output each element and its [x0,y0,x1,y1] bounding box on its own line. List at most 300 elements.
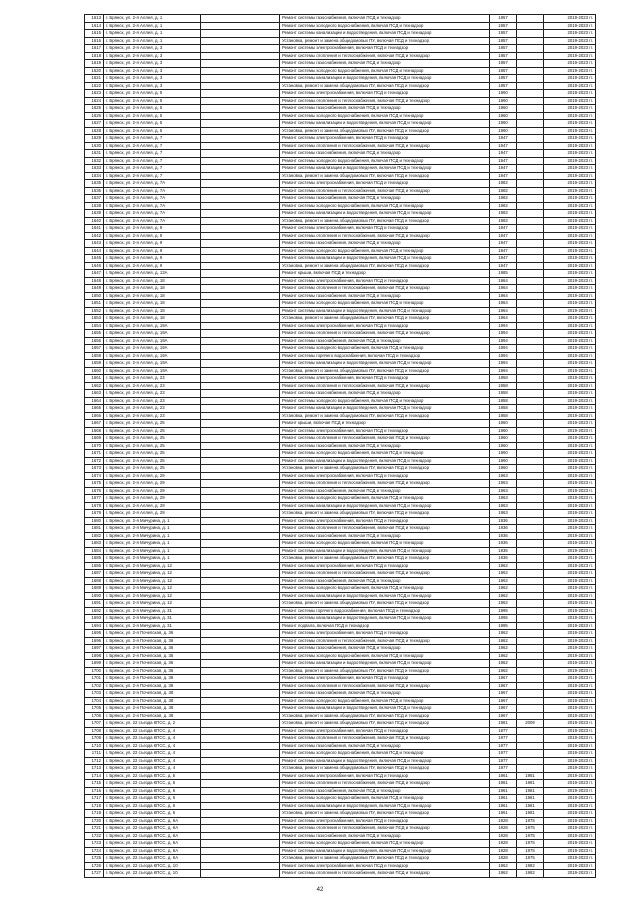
planned-period-cell: 2019-2023 гг. [544,712,596,720]
spacer-cell [201,292,280,300]
table-row [85,15,596,23]
table-row [85,67,596,75]
work-type-cell: Ремонт системы холодного водоснабжения, включая ПСД и технадзор [280,495,490,503]
table-row [85,682,596,690]
row-number: 1641 [85,225,104,233]
work-type-cell: Ремонт системы электроснабжения, включая ПСД и технадзор [280,180,490,188]
table-row [85,780,596,788]
address-cell: г. Брянск, ул. 2-я Аллея, д. 7 [104,150,201,158]
row-number: 1626 [85,112,104,120]
build-year-cell: 1928 [490,825,517,833]
build-year-cell: 1957 [490,15,517,23]
address-cell: г. Брянск, ул. 22 съезда КПСС, д. 6А [104,847,201,855]
work-type-cell: Установка, ремонт и замена общедомовых ПУ, включая ПСД и технадзор [280,172,490,180]
work-type-cell: Установка, ремонт и замена общедомовых ПУ, включая ПСД и технадзор [280,510,490,518]
last-repair-year-cell [517,60,544,68]
spacer-cell [201,570,280,578]
address-cell: г. Брянск, ул. 2-я Аллея, д. 5 [104,90,201,98]
build-year-cell: 1957 [490,22,517,30]
work-type-cell: Ремонт подвала, включая ПСД и технадзор [280,622,490,630]
row-number: 1619 [85,60,104,68]
spacer-cell [201,187,280,195]
build-year-cell: 1947 [490,165,517,173]
address-cell: г. Брянск, ул. 2-я Аллея, д. 7 [104,172,201,180]
build-year-cell: 1982 [490,202,517,210]
planned-period-cell: 2019-2023 гг. [544,645,596,653]
last-repair-year-cell: 1981 [517,810,544,818]
spacer-cell [201,82,280,90]
last-repair-year-cell [517,367,544,375]
table-row [85,502,596,510]
build-year-cell: 1958 [490,412,517,420]
row-number: 1654 [85,322,104,330]
build-year-cell: 1982 [490,180,517,188]
last-repair-year-cell [517,472,544,480]
table-row [85,705,596,713]
planned-period-cell: 2019-2023 гг. [544,127,596,135]
address-cell: г. Брянск, ул. 2-я Мичурина, д. 31 [104,615,201,623]
build-year-cell: 1957 [490,75,517,83]
planned-period-cell: 2019-2023 гг. [544,165,596,173]
row-number: 1637 [85,195,104,203]
planned-period-cell: 2019-2023 гг. [544,480,596,488]
planned-period-cell: 2019-2023 гг. [544,450,596,458]
planned-period-cell: 2019-2023 гг. [544,832,596,840]
row-number: 1720 [85,817,104,825]
planned-period-cell: 2019-2023 гг. [544,412,596,420]
row-number: 1662 [85,382,104,390]
last-repair-year-cell [517,502,544,510]
build-year-cell: 1960 [490,465,517,473]
last-repair-year-cell [517,210,544,218]
build-year-cell: 1936 [490,555,517,563]
table-row [85,22,596,30]
address-cell: г. Брянск, ул. 2-я Почепская, д. 38 [104,712,201,720]
spacer-cell [201,255,280,263]
row-number: 1629 [85,135,104,143]
address-cell: г. Брянск, ул. 2-я Аллея, д. 5 [104,105,201,113]
last-repair-year-cell [517,187,544,195]
build-year-cell: 1958 [490,405,517,413]
work-type-cell: Ремонт системы канализации и водоотведения, включая ПСД и технадзор [280,360,490,368]
planned-period-cell: 2019-2023 гг. [544,847,596,855]
work-type-cell: Установка, ремонт и замена общедомовых ПУ, включая ПСД и технадзор [280,465,490,473]
last-repair-year-cell [517,45,544,53]
table-row [85,315,596,323]
address-cell: г. Брянск, ул. 2-я Аллея, д. 19А [104,337,201,345]
build-year-cell: 1962 [490,667,517,675]
spacer-cell [201,810,280,818]
last-repair-year-cell [517,322,544,330]
last-repair-year-cell [517,75,544,83]
planned-period-cell: 2019-2023 гг. [544,675,596,683]
work-type-cell: Ремонт системы канализации и водоотведения, включая ПСД и технадзор [280,307,490,315]
build-year-cell: 1936 [490,517,517,525]
build-year-cell: 1957 [490,45,517,53]
table-row [85,727,596,735]
work-type-cell: Ремонт системы газоснабжения, включая ПСД и технадзор [280,787,490,795]
work-type-cell: Ремонт системы холодного водоснабжения, включая ПСД и технадзор [280,585,490,593]
planned-period-cell: 2019-2023 гг. [544,502,596,510]
address-cell: г. Брянск, ул. 2-я Мичурина, д. 12 [104,562,201,570]
last-repair-year-cell [517,255,544,263]
planned-period-cell: 2019-2023 гг. [544,255,596,263]
table-row [85,210,596,218]
work-type-cell: Ремонт системы электроснабжения, включая ПСД и технадзор [280,472,490,480]
build-year-cell: 1967 [490,690,517,698]
last-repair-year-cell [517,292,544,300]
planned-period-cell: 2019-2023 гг. [544,667,596,675]
address-cell: г. Брянск, ул. 2-я Мичурина, д. 1 [104,555,201,563]
work-type-cell: Ремонт системы электроснабжения, включая ПСД и технадзор [280,375,490,383]
build-year-cell: 1963 [490,472,517,480]
last-repair-year-cell [517,30,544,38]
build-year-cell: 1957 [490,60,517,68]
address-cell: г. Брянск, ул. 2-я Мичурина, д. 12 [104,570,201,578]
address-cell: г. Брянск, ул. 2-я Аллея, д. 23 [104,390,201,398]
work-type-cell: Ремонт системы отопления и теплоснабжения, включая ПСД и технадзор [280,187,490,195]
row-number: 1705 [85,705,104,713]
row-number: 1718 [85,802,104,810]
last-repair-year-cell [517,690,544,698]
last-repair-year-cell [517,360,544,368]
address-cell: г. Брянск, ул. 22 съезда КПСС, д. 4 [104,727,201,735]
address-cell: г. Брянск, ул. 2-я Аллея, д. 9 [104,232,201,240]
work-type-cell: Установка, ремонт и замена общедомовых ПУ, включая ПСД и технадзор [280,412,490,420]
spacer-cell [201,45,280,53]
spacer-cell [201,435,280,443]
address-cell: г. Брянск, ул. 2-я Аллея, д. 19А [104,352,201,360]
build-year-cell: 1958 [490,397,517,405]
build-year-cell: 1967 [490,697,517,705]
build-year-cell: 1964 [490,292,517,300]
last-repair-year-cell [517,555,544,563]
address-cell: г. Брянск, ул. 2-я Мичурина, д. 1 [104,540,201,548]
spacer-cell [201,712,280,720]
spacer-cell [201,585,280,593]
build-year-cell: 1967 [490,712,517,720]
address-cell: г. Брянск, ул. 2-я Аллея, д. 9 [104,247,201,255]
table-row [85,802,596,810]
row-number: 1696 [85,637,104,645]
work-type-cell: Ремонт системы холодного водоснабжения, включая ПСД и технадзор [280,247,490,255]
spacer-cell [201,420,280,428]
address-cell: г. Брянск, ул. 2-я Аллея, д. 19А [104,367,201,375]
work-type-cell: Ремонт системы холодного водоснабжения, включая ПСД и технадзор [280,652,490,660]
row-number: 1687 [85,570,104,578]
last-repair-year-cell [517,217,544,225]
row-number: 1699 [85,660,104,668]
last-repair-year-cell [517,585,544,593]
planned-period-cell: 2019-2023 гг. [544,360,596,368]
spacer-cell [201,592,280,600]
address-cell: г. Брянск, ул. 22 съезда КПСС, д. 6А [104,840,201,848]
build-year-cell: 1961 [490,772,517,780]
planned-period-cell: 2019-2023 гг. [544,52,596,60]
address-cell: г. Брянск, ул. 2-я Почепская, д. 38 [104,675,201,683]
last-repair-year-cell [517,225,544,233]
last-repair-year-cell [517,352,544,360]
table-row [85,300,596,308]
work-type-cell: Ремонт системы канализации и водоотведения, включая ПСД и технадзор [280,405,490,413]
planned-period-cell: 2019-2023 гг. [544,735,596,743]
spacer-cell [201,675,280,683]
spacer-cell [201,112,280,120]
table-row [85,652,596,660]
spacer-cell [201,15,280,23]
row-number: 1616 [85,37,104,45]
last-repair-year-cell: 1975 [517,817,544,825]
table-row [85,570,596,578]
table-row [85,690,596,698]
work-type-cell: Установка, ремонт и замена общедомовых ПУ, включая ПСД и технадзор [280,712,490,720]
table-row [85,510,596,518]
build-year-cell: 1995 [490,607,517,615]
last-repair-year-cell [517,525,544,533]
last-repair-year-cell [517,765,544,773]
address-cell: г. Брянск, ул. 22 съезда КПСС, д. 10 [104,870,201,878]
work-type-cell: Ремонт системы отопления и теплоснабжения, включая ПСД и технадзор [280,330,490,338]
row-number: 1650 [85,292,104,300]
address-cell: г. Брянск, ул. 2-я Аллея, д. 18 [104,300,201,308]
spacer-cell [201,742,280,750]
planned-period-cell: 2019-2023 гг. [544,172,596,180]
build-year-cell: 1962 [490,630,517,638]
work-type-cell: Ремонт крыши, включая ПСД и технадзор [280,420,490,428]
spacer-cell [201,180,280,188]
planned-period-cell: 2019-2023 гг. [544,442,596,450]
address-cell: г. Брянск, ул. 2-я Аллея, д. 23 [104,412,201,420]
spacer-cell [201,480,280,488]
last-repair-year-cell [517,682,544,690]
last-repair-year-cell [517,165,544,173]
spacer-cell [201,352,280,360]
build-year-cell: 1994 [490,337,517,345]
spacer-cell [201,510,280,518]
work-type-cell: Ремонт системы газоснабжения, включая ПСД и технадзор [280,150,490,158]
table-row [85,420,596,428]
row-number: 1647 [85,270,104,278]
row-number: 1697 [85,645,104,653]
planned-period-cell: 2019-2023 гг. [544,660,596,668]
table-row [85,90,596,98]
register-table-container [84,14,593,878]
row-number: 1632 [85,157,104,165]
address-cell: г. Брянск, ул. 22 съезда КПСС, д. 10 [104,862,201,870]
build-year-cell: 1928 [490,855,517,863]
work-type-cell: Ремонт системы горячего водоснабжения, включая ПСД и технадзор [280,352,490,360]
spacer-cell [201,285,280,293]
table-row [85,367,596,375]
planned-period-cell: 2019-2023 гг. [544,270,596,278]
spacer-cell [201,390,280,398]
build-year-cell: 1936 [490,547,517,555]
work-type-cell: Установка, ремонт и замена общедомовых ПУ, включая ПСД и технадзор [280,127,490,135]
build-year-cell: 1957 [490,30,517,38]
build-year-cell: 1960 [490,435,517,443]
last-repair-year-cell [517,150,544,158]
spacer-cell [201,202,280,210]
spacer-cell [201,397,280,405]
build-year-cell: 1994 [490,360,517,368]
spacer-cell [201,442,280,450]
planned-period-cell: 2019-2023 гг. [544,562,596,570]
row-number: 1648 [85,277,104,285]
planned-period-cell: 2019-2023 гг. [544,397,596,405]
table-row [85,112,596,120]
last-repair-year-cell [517,517,544,525]
last-repair-year-cell [517,457,544,465]
last-repair-year-cell [517,202,544,210]
spacer-cell [201,562,280,570]
address-cell: г. Брянск, ул. 2-я Аллея, д. 29 [104,487,201,495]
table-row [85,82,596,90]
row-number: 1630 [85,142,104,150]
spacer-cell [201,457,280,465]
row-number: 1721 [85,825,104,833]
table-row [85,540,596,548]
last-repair-year-cell [517,622,544,630]
spacer-cell [201,652,280,660]
last-repair-year-cell [517,315,544,323]
planned-period-cell: 2019-2023 гг. [544,15,596,23]
row-number: 1665 [85,405,104,413]
build-year-cell: 1994 [490,345,517,353]
address-cell: г. Брянск, ул. 2-я Аллея, д. 7 [104,157,201,165]
address-cell: г. Брянск, ул. 2-я Аллея, д. 5 [104,112,201,120]
row-number: 1673 [85,465,104,473]
planned-period-cell: 2019-2023 гг. [544,615,596,623]
spacer-cell [201,465,280,473]
last-repair-year-cell [517,750,544,758]
address-cell: г. Брянск, ул. 2-я Аллея, д. 7 [104,135,201,143]
spacer-cell [201,322,280,330]
planned-period-cell: 2019-2023 гг. [544,517,596,525]
table-row [85,172,596,180]
planned-period-cell: 2019-2023 гг. [544,705,596,713]
row-number: 1694 [85,622,104,630]
table-row [85,472,596,480]
planned-period-cell: 2019-2023 гг. [544,135,596,143]
planned-period-cell: 2019-2023 гг. [544,780,596,788]
build-year-cell: 1961 [490,795,517,803]
spacer-cell [201,802,280,810]
spacer-cell [201,795,280,803]
build-year-cell: 1947 [490,157,517,165]
table-row [85,855,596,863]
spacer-cell [201,270,280,278]
address-cell: г. Брянск, ул. 2-я Аллея, д. 18 [104,285,201,293]
work-type-cell: Ремонт системы отопления и теплоснабжения, включая ПСД и технадзор [280,97,490,105]
last-repair-year-cell [517,495,544,503]
table-row [85,795,596,803]
address-cell: г. Брянск, ул. 2-я Аллея, д. 19А [104,322,201,330]
planned-period-cell: 2019-2023 гг. [544,352,596,360]
table-row [85,135,596,143]
row-number: 1725 [85,855,104,863]
address-cell: г. Брянск, ул. 2-я Аллея, д. 9 [104,240,201,248]
work-type-cell: Ремонт системы газоснабжения, включая ПСД и технадзор [280,240,490,248]
planned-period-cell: 2019-2023 гг. [544,427,596,435]
row-number: 1636 [85,187,104,195]
last-repair-year-cell [517,487,544,495]
planned-period-cell: 2019-2023 гг. [544,532,596,540]
table-row [85,142,596,150]
planned-period-cell: 2019-2023 гг. [544,285,596,293]
table-row [85,675,596,683]
build-year-cell: 1957 [490,37,517,45]
address-cell: г. Брянск, ул. 2-я Мичурина, д. 1 [104,525,201,533]
work-type-cell: Установка, ремонт и замена общедомовых ПУ, включая ПСД и технадзор [280,315,490,323]
last-repair-year-cell: 1982 [517,870,544,878]
planned-period-cell: 2019-2023 гг. [544,720,596,728]
address-cell: г. Брянск, ул. 2-я Почепская, д. 38 [104,705,201,713]
work-type-cell: Ремонт системы отопления и теплоснабжения, включая ПСД и технадзор [280,52,490,60]
table-row [85,870,596,878]
page-number: 42 [316,887,324,893]
build-year-cell: 1947 [490,225,517,233]
work-type-cell: Ремонт системы газоснабжения, включая ПСД и технадзор [280,645,490,653]
build-year-cell: 1994 [490,352,517,360]
last-repair-year-cell [517,112,544,120]
planned-period-cell: 2019-2023 гг. [544,382,596,390]
address-cell: г. Брянск, ул. 2-я Почепская, д. 38 [104,682,201,690]
last-repair-year-cell [517,637,544,645]
address-cell: г. Брянск, ул. 2-я Аллея, д. 23 [104,397,201,405]
planned-period-cell: 2019-2023 гг. [544,277,596,285]
planned-period-cell: 2019-2023 гг. [544,150,596,158]
table-row [85,427,596,435]
build-year-cell: 1947 [490,172,517,180]
table-row [85,787,596,795]
build-year-cell: 1995 [490,622,517,630]
spacer-cell [201,382,280,390]
spacer-cell [201,127,280,135]
planned-period-cell: 2019-2023 гг. [544,300,596,308]
build-year-cell: 1928 [490,832,517,840]
address-cell: г. Брянск, ул. 2-я Почепская, д. 36 [104,630,201,638]
table-row [85,547,596,555]
table-row [85,772,596,780]
spacer-cell [201,135,280,143]
address-cell: г. Брянск, ул. 2-я Почепская, д. 38 [104,690,201,698]
table-row [85,442,596,450]
build-year-cell: 1964 [490,315,517,323]
address-cell: г. Брянск, ул. 22 съезда КПСС, д. 6А [104,825,201,833]
work-type-cell: Установка, ремонт и замена общедомовых ПУ, включая ПСД и технадзор [280,667,490,675]
work-type-cell: Ремонт системы газоснабжения, включая ПСД и технадзор [280,577,490,585]
spacer-cell [201,225,280,233]
work-type-cell: Ремонт системы электроснабжения, включая ПСД и технадзор [280,517,490,525]
work-type-cell: Ремонт системы холодного водоснабжения, включая ПСД и технадзор [280,540,490,548]
build-year-cell: 1960 [490,90,517,98]
planned-period-cell: 2019-2023 гг. [544,472,596,480]
planned-period-cell: 2019-2023 гг. [544,630,596,638]
address-cell: г. Брянск, ул. 2-я Аллея, д. 19А [104,330,201,338]
row-number: 1622 [85,82,104,90]
last-repair-year-cell: 1981 [517,772,544,780]
address-cell: г. Брянск, ул. 22 съезда КПСС, д. 4 [104,765,201,773]
row-number: 1670 [85,442,104,450]
row-number: 1635 [85,180,104,188]
last-repair-year-cell [517,382,544,390]
last-repair-year-cell [517,510,544,518]
spacer-cell [201,532,280,540]
work-type-cell: Ремонт системы газоснабжения, включая ПСД и технадзор [280,337,490,345]
work-type-cell: Ремонт системы холодного водоснабжения, включая ПСД и технадзор [280,345,490,353]
spacer-cell [201,682,280,690]
planned-period-cell: 2019-2023 гг. [544,690,596,698]
